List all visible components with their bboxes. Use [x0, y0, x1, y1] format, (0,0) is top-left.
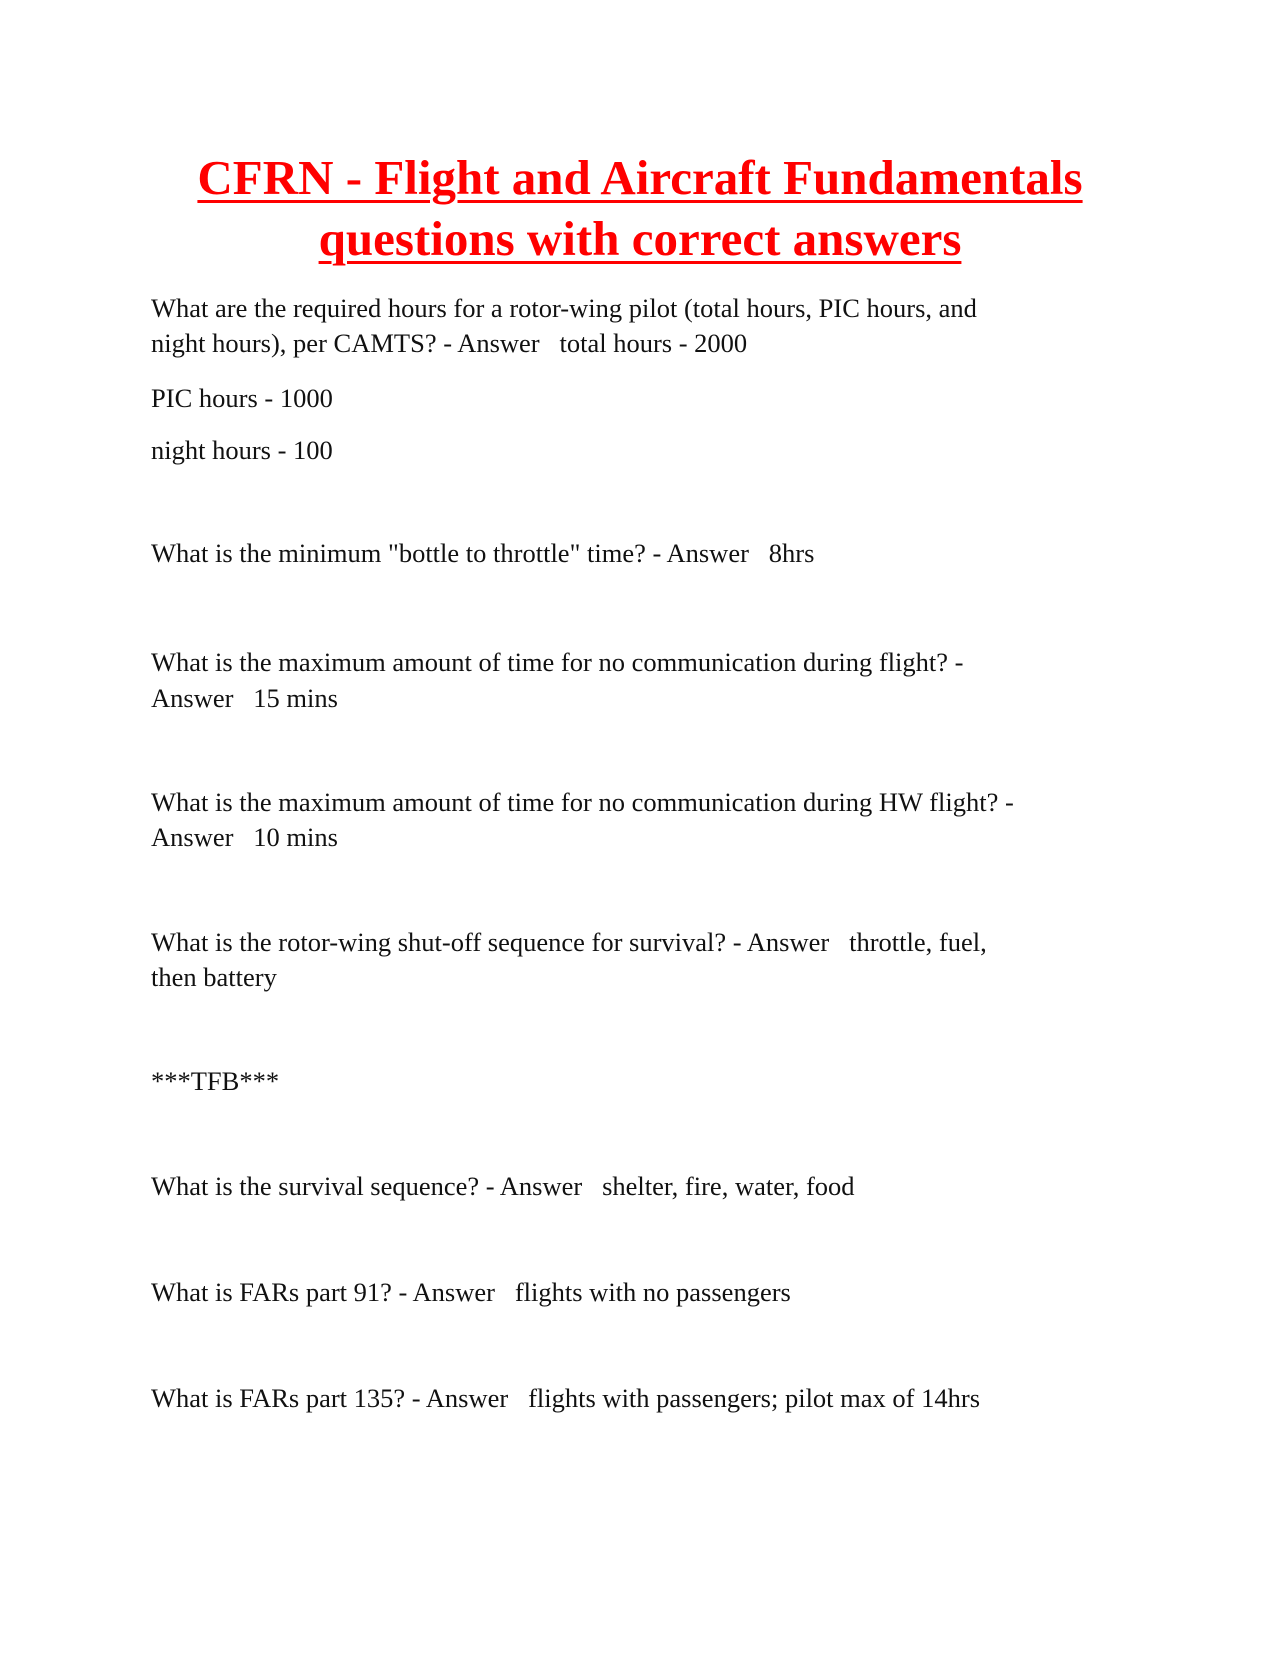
qa-line: Answer 10 mins	[151, 822, 338, 852]
section-marker-tfb: ***TFB***	[151, 1066, 280, 1096]
qa-item-fars-part-135: What is FARs part 135? - Answer flights with passengers; pilot max of 14hrs	[151, 1383, 981, 1413]
qa-item-night-hours: night hours - 100	[151, 435, 333, 465]
title-line-2: questions with correct answers	[318, 211, 962, 266]
qa-line: What is the maximum amount of time for no communication during HW flight? -	[151, 787, 1014, 817]
document-title	[0, 147, 1280, 269]
qa-item-survival-sequence: What is the survival sequence? - Answer shelter, fire, water, food	[151, 1171, 855, 1201]
qa-line: What is the rotor-wing shut-off sequence for survival? - Answer throttle, fuel,	[151, 927, 987, 957]
qa-item-pic-hours: PIC hours - 1000	[151, 383, 333, 413]
qa-item-fars-part-91: What is FARs part 91? - Answer flights with no passengers	[151, 1277, 791, 1307]
qa-line: night hours), per CAMTS? - Answer total hours - 2000	[151, 328, 748, 358]
qa-line: What are the required hours for a rotor-wing pilot (total hours, PIC hours, and	[151, 293, 977, 323]
qa-line: then battery	[151, 962, 277, 992]
qa-line: What is the maximum amount of time for no communication during flight? -	[151, 647, 964, 677]
qa-line: Answer 15 mins	[151, 683, 338, 713]
qa-item-bottle-to-throttle: What is the minimum "bottle to throttle" time? - Answer 8hrs	[151, 538, 815, 568]
title-line-1: CFRN - Flight and Aircraft Fundamentals	[197, 150, 1083, 205]
